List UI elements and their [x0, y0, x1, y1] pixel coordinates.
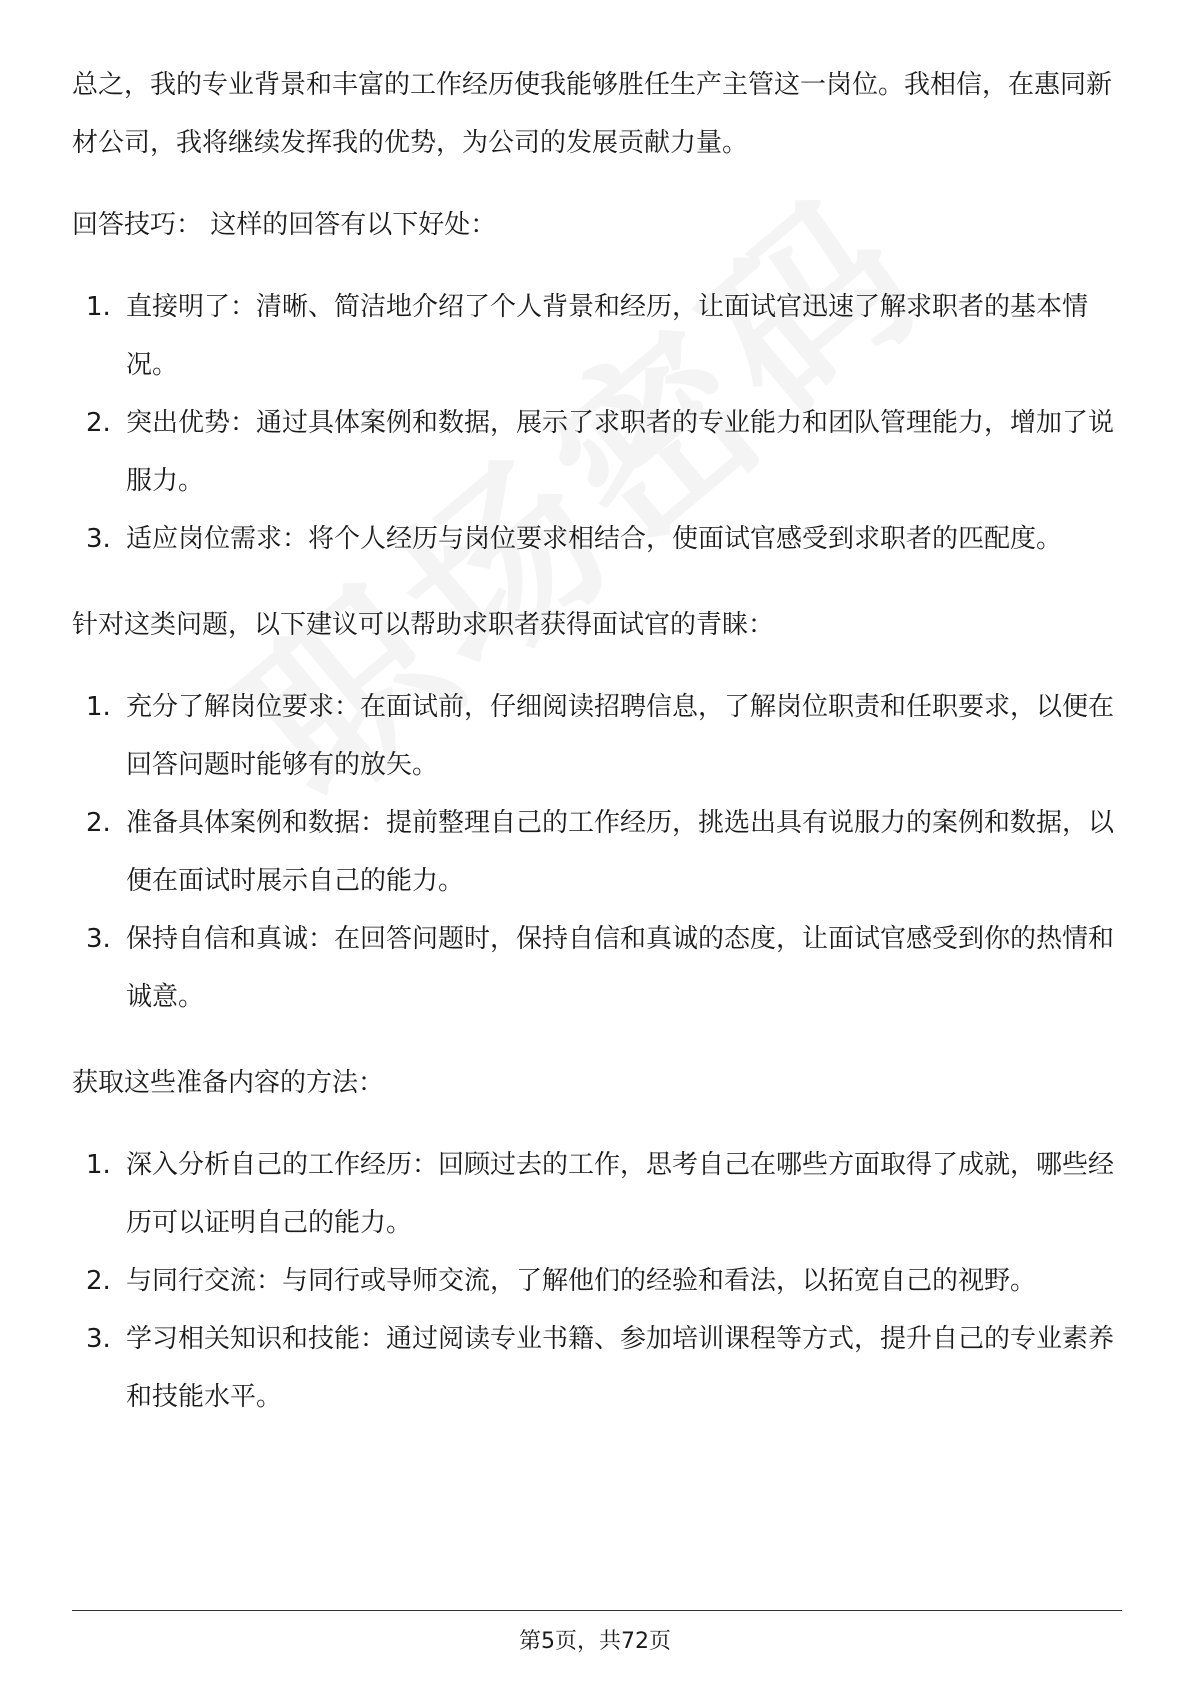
advice-list — [72, 678, 1122, 1026]
list-item: 3. 学习相关知识和技能：通过阅读专业书籍、参加培训课程等方式，提升自己的专业素养和技能水平。 — [86, 1324, 1115, 1412]
list-item: 2. 准备具体案例和数据：提前整理自己的工作经历，挑选出具有说服力的案例和数据，以便在面试时展示自己的能力。 — [86, 808, 1115, 896]
document-body — [72, 56, 1122, 1454]
intro-paragraph: 总之，我的专业背景和丰富的工作经历使我能够胜任生产主管这一岗位。我相信，在惠同新材公司，我将继续发挥我的优势，为公司的发展贡献力量。 — [72, 70, 1113, 158]
list-item: 1. 深入分析自己的工作经历：回顾过去的工作，思考自己在哪些方面取得了成就，哪些经历可以证明自己的能力。 — [86, 1150, 1115, 1238]
tips-list — [72, 278, 1122, 568]
methods-list — [72, 1136, 1122, 1426]
footer-divider — [72, 1610, 1122, 1611]
tips-heading: 回答技巧： 这样的回答有以下好处： — [72, 210, 497, 240]
list-item: 1. 直接明了：清晰、简洁地介绍了个人背景和经历，让面试官迅速了解求职者的基本情况。 — [86, 292, 1089, 380]
methods-heading: 获取这些准备内容的方法： — [72, 1068, 385, 1098]
list-item: 2. 突出优势：通过具体案例和数据，展示了求职者的专业能力和团队管理能力，增加了说服力。 — [86, 408, 1115, 496]
list-item: 2. 与同行交流：与同行或导师交流，了解他们的经验和看法，以拓宽自己的视野。 — [86, 1266, 1037, 1296]
list-item: 3. 适应岗位需求：将个人经历与岗位要求相结合，使面试官感受到求职者的匹配度。 — [86, 524, 1063, 554]
list-item: 3. 保持自信和真诚：在回答问题时，保持自信和真诚的态度，让面试官感受到你的热情和诚意。 — [86, 924, 1115, 1012]
page-number: 第5页，共72页 — [519, 1629, 671, 1654]
advice-heading: 针对这类问题，以下建议可以帮助求职者获得面试官的青睐： — [72, 610, 775, 640]
list-item: 1. 充分了解岗位要求：在面试前，仔细阅读招聘信息，了解岗位职责和任职要求，以便在回答问题时能够有的放矢。 — [86, 692, 1115, 780]
